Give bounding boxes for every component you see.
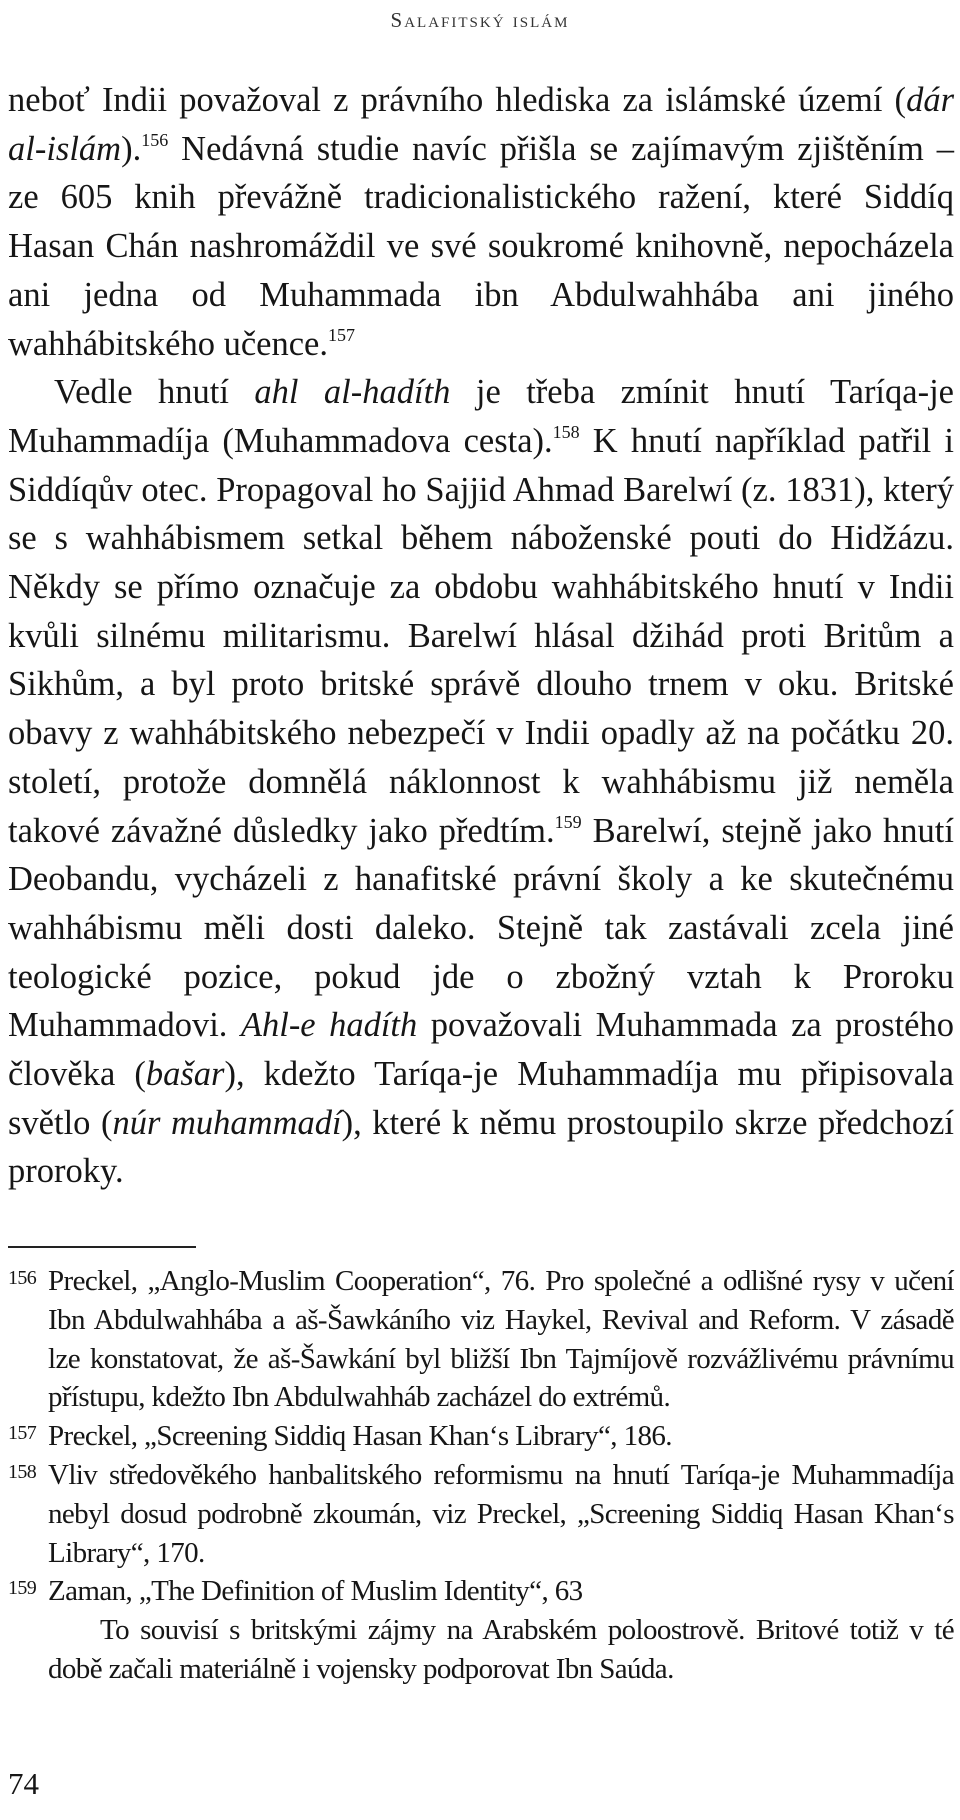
footnote-divider bbox=[8, 1246, 196, 1248]
italic-term: núr muhammadí bbox=[112, 1103, 342, 1142]
page-number: 74 bbox=[8, 1766, 39, 1801]
footnote-reference: 157 bbox=[327, 324, 355, 345]
text-run: ), které k němu prostoupilo skrze předchozí proroky. bbox=[8, 1103, 954, 1191]
footnote-reference: 159 bbox=[554, 811, 582, 832]
footnote-reference: 156 bbox=[141, 129, 169, 150]
footnote-number: 158 bbox=[8, 1460, 37, 1483]
text-run: K hnutí například patřil i Siddíqův otec. Propagoval ho Sajjid Ahmad Barelwí (z. 1831), který se s wahhábismem setkal během náboženské pouti do Hidžázu. Někdy se přímo označuje za obdobu wahhábitského hnutí v Indii kvůli silnému militarismu. Barelwí hlásal džihád proti Britům a Sikhům, a byl proto britské správě dlouho trnem v oku. Britské obavy z wahhábitského nebezpečí v Indii opadly až na počátku 20. století, protože domnělá náklonnost k wahhábismu již neměla takové závažné důsledky jako předtím. bbox=[8, 421, 955, 850]
footnote-156 bbox=[8, 1262, 954, 1417]
italic-term: bašar bbox=[145, 1055, 225, 1094]
footnote-reference: 158 bbox=[552, 421, 580, 442]
italic-term: ahl al-hadíth bbox=[254, 373, 451, 412]
text-run: ), kdežto Taríqa-je Muhammadíja mu připisovala světlo ( bbox=[8, 1055, 954, 1142]
footnote-text: Zaman, „The Definition of Muslim Identity“, 63 bbox=[48, 1575, 583, 1608]
paragraph-2 bbox=[8, 368, 954, 1196]
footnote-158 bbox=[8, 1456, 954, 1572]
footnote-159-continuation: To souvisí s britskými zájmy na Arabském poloostrově. Britové totiž v té době začali materiálně i vojensky podporovat Ibn Saúda. bbox=[48, 1614, 954, 1685]
text-run: ). bbox=[121, 129, 142, 168]
text-run: Nedávná studie navíc přišla se zajímavým zjištěním – ze 605 knih převážně tradicionalistického ražení, které Siddíq Hasan Chán nashromáždil ve své soukromé knihovně, nepocházela ani jedna od Muhammada ibn Abdulwahhába ani jiného wahhábitského učence. bbox=[8, 129, 954, 363]
paragraph-1 bbox=[8, 76, 954, 368]
italic-term: Ahl-e hadíth bbox=[240, 1006, 418, 1045]
footnote-text: Preckel, „Anglo-Muslim Cooperation“, 76. Pro společné a odlišné rysy v učení Ibn Abdulwahhába a aš-Šawkáního viz Haykel, Revival and Reform. V zásadě lze konstatovat, že aš-Šawkání byl bližší Ibn Tajmíjově rozvážlivému právnímu přístupu, kdežto Ibn Abdulwahháb zacházel do extrémů. bbox=[48, 1265, 954, 1414]
text-run: považovali Muhammada za prostého člověka ( bbox=[8, 1006, 954, 1094]
running-head: Salafitský islám bbox=[390, 8, 570, 32]
text-run: neboť Indii považoval z právního hlediska za islámské území ( bbox=[8, 81, 907, 119]
main-text bbox=[8, 76, 954, 1196]
text-run: je třeba zmínit hnutí Taríqa-je Muhammadíja (Muhammadova cesta). bbox=[8, 373, 954, 460]
text-run: Barelwí, stejně jako hnutí Deobandu, vycházeli z hanafitské právní školy a ke skutečnému wahhábismu měli dosti daleko. Stejně tak zastávali zcela jiné teologické pozice, pokud jde o zbožný vztah k Proroku Muhammadovi. bbox=[8, 811, 954, 1045]
footnote-text: Vliv středověkého hanbalitského reformismu na hnutí Taríqa-je Muhammadíja nebyl dosud podrobně zkoumán, viz Preckel, „Screening Siddiq Hasan Khan‘s Library“, 170. bbox=[48, 1458, 954, 1569]
footnote-number: 157 bbox=[8, 1422, 37, 1445]
text-run: Vedle hnutí bbox=[54, 373, 255, 412]
footnote-159 bbox=[8, 1572, 954, 1611]
italic-term: dár al-islám bbox=[8, 81, 954, 168]
footnote-number: 156 bbox=[8, 1267, 37, 1289]
footnote-text: Preckel, „Screening Siddiq Hasan Khan‘s Library“, 186. bbox=[48, 1420, 672, 1453]
footnote-number: 159 bbox=[8, 1577, 37, 1600]
footnotes bbox=[8, 1262, 954, 1689]
footnote-157 bbox=[8, 1417, 954, 1456]
